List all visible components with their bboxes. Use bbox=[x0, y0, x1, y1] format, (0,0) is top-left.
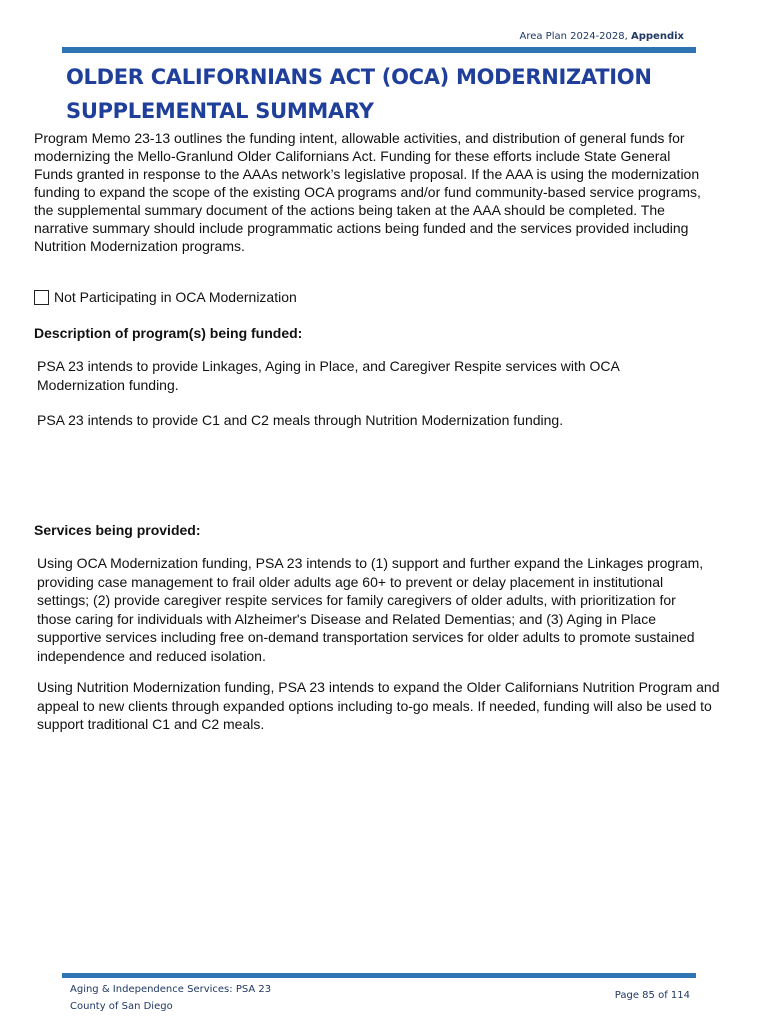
intro-paragraph: Program Memo 23-13 outlines the funding intent, allowable activities, and distribution of general funds for modernizing the Mello-Granlund Older Californians Act. Funding for these efforts include State General Funds granted in response to the AAAs network’s legislative proposal. If the AAA is using the modernization funding to expand the scope of the existing OCA programs and/or fund community-based service programs, the supplemental summary document of the actions being taken at the AAA should be completed. The narrative summary should include programmatic actions being funded and the services provided including Nutrition Modernization programs. bbox=[34, 130, 701, 254]
footer-org-name: Aging & Independence Services: PSA 23 bbox=[70, 984, 272, 995]
page-number: Page 85 of 114 bbox=[614, 990, 690, 1001]
running-header bbox=[519, 31, 684, 42]
footer-org bbox=[70, 981, 271, 1015]
header-section: Appendix bbox=[631, 31, 684, 42]
description-paragraph-2: PSA 23 intends to provide C1 and C2 meals through Nutrition Modernization funding. bbox=[37, 412, 564, 428]
page-title bbox=[66, 60, 706, 128]
not-participating-option[interactable] bbox=[34, 289, 297, 305]
description-paragraph-1: PSA 23 intends to provide Linkages, Aging in Place, and Caregiver Respite services with OCA Modernization funding. bbox=[37, 358, 620, 393]
not-participating-checkbox[interactable] bbox=[34, 290, 49, 305]
footer-county: County of San Diego bbox=[70, 1001, 173, 1012]
header-divider bbox=[62, 47, 696, 53]
services-paragraph-2: Using Nutrition Modernization funding, PSA 23 intends to expand the Older Californians Nutrition Program and appeal to new clients through expanded options including to-go meals. If needed, funding will also be used to support traditional C1 and C2 meals. bbox=[37, 679, 720, 732]
services-heading: Services being provided: bbox=[34, 522, 201, 538]
description-heading: Description of program(s) being funded: bbox=[34, 325, 303, 341]
not-participating-label: Not Participating in OCA Modernization bbox=[54, 289, 297, 305]
title-line-2: SUPPLEMENTAL SUMMARY bbox=[66, 99, 374, 123]
footer-divider bbox=[62, 973, 696, 978]
header-plan: Area Plan 2024-2028, bbox=[519, 31, 631, 42]
title-line-1: OLDER CALIFORNIANS ACT (OCA) MODERNIZATION bbox=[66, 65, 652, 89]
services-paragraph-1: Using OCA Modernization funding, PSA 23 intends to (1) support and further expand the Linkages program, providing case management to frail older adults age 60+ to prevent or delay placement in institutional settings; (2) provide caregiver respite services for family caregivers of older adults, with prioritization for those caring for individuals with Alzheimer's Disease and Related Dementias; and (3) Aging in Place supportive services including free on-demand transportation services for older adults to promote sustained independence and reduced isolation. bbox=[37, 555, 704, 664]
